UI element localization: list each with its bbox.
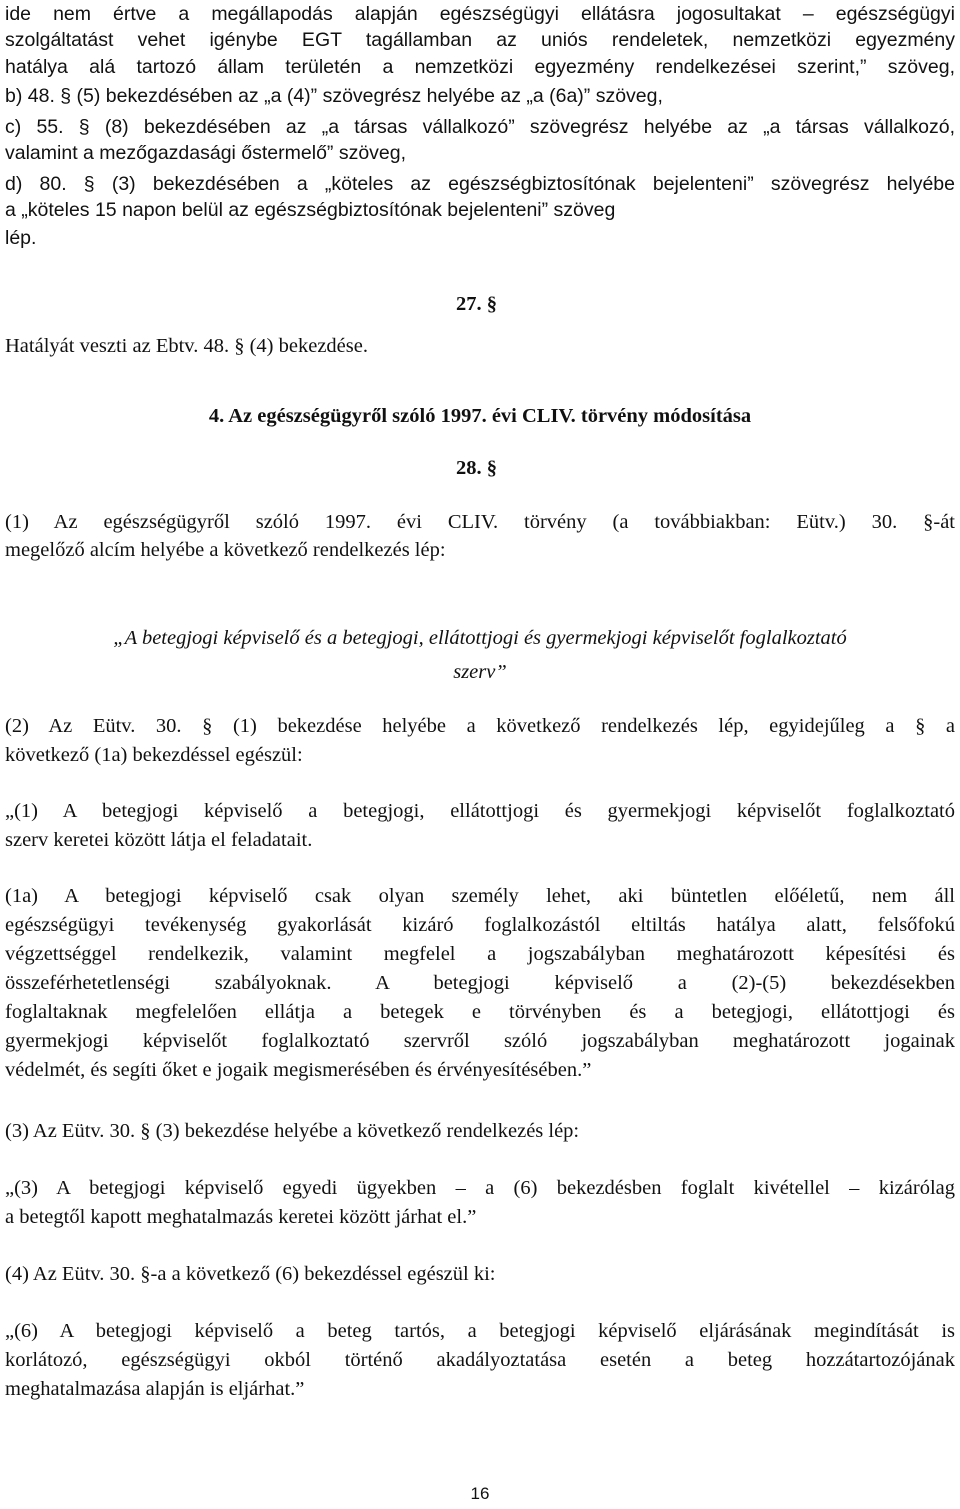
s28-p1-line-2: megelőző alcím helyébe a következő rendelkezés lép: <box>5 539 446 561</box>
quote1a-line-1: (1a) A betegjogi képviselő csak olyan személy lehet, aki büntetlen előéletű, nem áll <box>5 885 955 907</box>
section-27-text: Hatályát veszti az Ebtv. 48. § (4) bekezdése. <box>5 335 368 357</box>
s28-p4: (4) Az Eütv. 30. §-a a következő (6) bekezdéssel egészül ki: <box>5 1263 496 1285</box>
quote1a-line-5: foglaltaknak megfelelően ellátja a betegek e törvényben és a betegjogi, ellátottjogi és <box>5 1001 955 1023</box>
subtitle-line-1: „A betegjogi képviselő és a betegjogi, ellátottjogi és gyermekjogi képviselőt foglalkoztató <box>113 627 847 649</box>
page-number: 16 <box>470 1484 490 1503</box>
quote1a-line-4: összeférhetetlenségi szabályoknak. A betegjogi képviselő a (2)-(5) bekezdésekben <box>5 972 955 994</box>
quote1-line-1: „(1) A betegjogi képviselő a betegjogi, ellátottjogi és gyermekjogi képviselőt foglalkoztató <box>5 800 955 822</box>
quote1a-line-2: egészségügyi tevékenység gyakorlását kizáró foglalkozástól eltiltás hatálya alatt, felsőfokú <box>5 914 955 936</box>
s28-p1-line-1: (1) Az egészségügyről szóló 1997. évi CLIV. törvény (a továbbiakban: Eütv.) 30. §-át <box>5 511 955 533</box>
quote6-line-1: „(6) A betegjogi képviselő a beteg tartós, a betegjogi képviselő eljárásának megindítását is <box>5 1320 955 1342</box>
p1-line-3: hatálya alá tartozó állam területén a nemzetközi egyezmény rendelkezései szerint,” szöveg, <box>5 56 955 78</box>
quote3-line-1: „(3) A betegjogi képviselő egyedi ügyekben – a (6) bekezdésben foglalt kivétellel – kizárólag <box>5 1177 955 1199</box>
p1-line-1: ide nem értve a megállapodás alapján egészségügyi ellátásra jogosultakat – egészségügyi <box>5 3 955 25</box>
quote1a-line-3: végzettséggel rendelkezik, valamint megfelel a jogszabályban meghatározott képesítési és <box>5 943 955 965</box>
quote6-line-3: meghatalmazása alapján is eljárhat.” <box>5 1378 305 1400</box>
s28-p2-line-2: következő (1a) bekezdéssel egészül: <box>5 744 303 766</box>
chapter-heading: 4. Az egészségügyről szóló 1997. évi CLIV. törvény módosítása <box>208 405 752 427</box>
p1-line-4: b) 48. § (5) bekezdésében az „a (4)” szövegrész helyébe az „a (6a)” szöveg, <box>5 85 663 107</box>
s28-p3: (3) Az Eütv. 30. § (3) bekezdése helyébe a következő rendelkezés lép: <box>5 1120 580 1142</box>
quote3-line-2: a betegtől kapott meghatalmazás keretei között járhat el.” <box>5 1206 477 1228</box>
p1-line-9: lép. <box>5 227 37 249</box>
subtitle-line-2: szerv” <box>453 661 507 683</box>
quote6-line-2: korlátozó, egészségügyi okból történő akadályoztatása esetén a beteg hozzátartozójának <box>5 1349 955 1371</box>
section-27-heading: 27. § <box>456 293 497 315</box>
quote1a-line-7: védelmét, és segíti őket e jogaik megismerésében és érvényesítésében.” <box>5 1059 592 1081</box>
s28-p2-line-1: (2) Az Eütv. 30. § (1) bekezdése helyébe a következő rendelkezés lép, egyidejűleg a § a <box>5 715 955 737</box>
quote1-line-2: szerv keretei között látja el feladatait. <box>5 829 313 851</box>
quote1a-line-6: gyermekjogi képviselőt foglalkoztató szervről szóló jogszabályban meghatározott jogainak <box>5 1030 955 1052</box>
p1-line-5: c) 55. § (8) bekezdésében az „a társas vállalkozó” szövegrész helyébe az „a társas vállalkozó, <box>5 116 955 138</box>
p1-line-7: d) 80. § (3) bekezdésében a „köteles az egészségbiztosítónak bejelenteni” szövegrész helyébe <box>5 173 955 195</box>
p1-line-2: szolgáltatást vehet igénybe EGT tagállamban az uniós rendeletek, nemzetközi egyezmény <box>5 29 955 51</box>
p1-line-6: valamint a mezőgazdasági őstermelő” szöveg, <box>5 142 407 164</box>
p1-line-8: a „köteles 15 napon belül az egészségbiztosítónak bejelenteni” szöveg <box>5 199 616 221</box>
section-28-heading: 28. § <box>456 457 497 479</box>
